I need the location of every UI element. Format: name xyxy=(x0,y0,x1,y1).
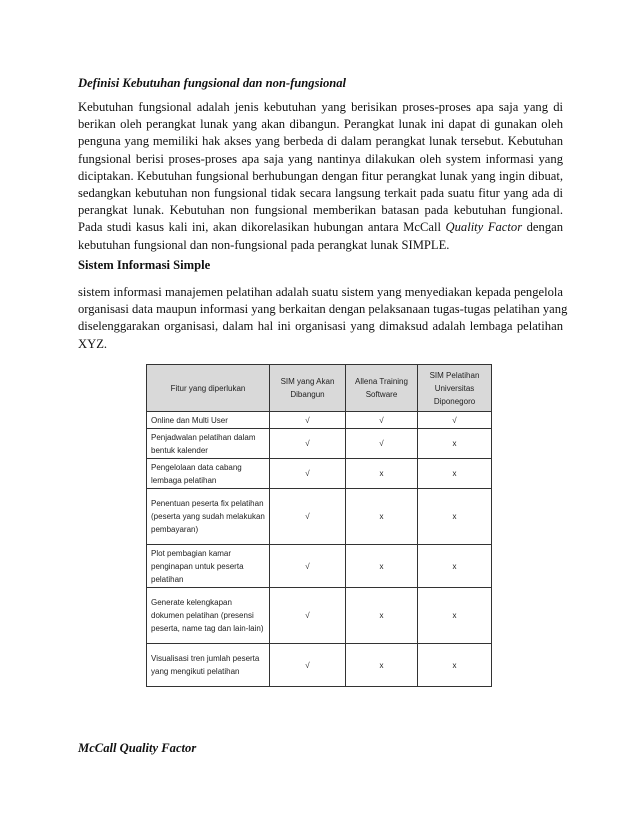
paragraph-line: fungsional berisi proses-proses apa saja yang nantinya dilakukan oleh system informasi yang xyxy=(78,151,563,166)
header-cell: SIM yang Akan Dibangun xyxy=(270,365,346,412)
paragraph-line: sedangkan kebutuhan non fungsional tidak secara langsung terkait pada suatu fitur yang ada di xyxy=(78,186,563,201)
feature-cell: Generate kelengkapan dokumen pelatihan (presensi peserta, name tag dan lain-lain) xyxy=(147,588,270,644)
value-cell: x xyxy=(346,489,418,545)
value-cell: √ xyxy=(270,489,346,545)
paragraph-line: diselenggarakan organisasi, dalam hal ini organisasi yang dimaksud adalah lembaga pelatihan xyxy=(78,319,563,334)
value-cell: √ xyxy=(270,412,346,429)
table-header-row xyxy=(147,365,492,412)
header-cell: SIM Pelatihan Universitas Diponegoro xyxy=(418,365,492,412)
paragraph-definisi xyxy=(78,99,563,254)
paragraph-line: organisasi data maupun informasi yang berkaitan dengan pelaksanaan tugas-tugas pelatihan yang xyxy=(78,302,568,317)
feature-comparison-table xyxy=(146,364,492,687)
feature-cell: Penentuan peserta fix pelatihan (peserta yang sudah melakukan pembayaran) xyxy=(147,489,270,545)
paragraph-line: diciptakan. Kebutuhan fungsional berhubungan dengan fitur perangkat lunak yang ingin dibuat, xyxy=(78,168,563,183)
table-row xyxy=(147,489,492,545)
table-row xyxy=(147,545,492,588)
section-heading-mccall: McCall Quality Factor xyxy=(78,741,197,755)
table-row xyxy=(147,459,492,489)
table-row xyxy=(147,588,492,644)
value-cell: √ xyxy=(270,644,346,687)
header-cell: Allena Training Software xyxy=(346,365,418,412)
value-cell: x xyxy=(346,644,418,687)
value-cell: x xyxy=(346,588,418,644)
value-cell: x xyxy=(418,644,492,687)
table-row xyxy=(147,429,492,459)
value-cell: √ xyxy=(270,545,346,588)
value-cell: x xyxy=(418,545,492,588)
feature-cell: Online dan Multi User xyxy=(147,412,270,429)
feature-cell: Plot pembagian kamar penginapan untuk peserta pelatihan xyxy=(147,545,270,588)
paragraph-line: berikan oleh perangkat lunak yang akan dibangun. Perangkat lunak ini dapat di gunakan oleh xyxy=(78,117,563,132)
paragraph-line: perangkat lunak. Kebutuhan non fungsional memberikan batasan pada kebutuhan fungional. xyxy=(78,203,563,218)
value-cell: x xyxy=(346,459,418,489)
section-heading-definisi: Definisi Kebutuhan fungsional dan non-fungsional xyxy=(78,76,347,90)
value-cell: x xyxy=(418,429,492,459)
text-run: Pada studi kasus kali ini, akan dikorelasikan hubungan antara McCall xyxy=(78,220,446,235)
paragraph-line: sistem informasi manajemen pelatihan adalah suatu sistem yang menyediakan kepada pengelola xyxy=(78,285,563,299)
table-row xyxy=(147,644,492,687)
value-cell: x xyxy=(418,459,492,489)
value-cell: x xyxy=(418,588,492,644)
value-cell: √ xyxy=(346,429,418,459)
header-cell: Fitur yang diperlukan xyxy=(147,365,270,412)
value-cell: √ xyxy=(270,429,346,459)
paragraph-line-mccall xyxy=(78,219,563,236)
paragraph-line: kebutuhan fungsional dan non-fungsional pada perangkat lunak SIMPLE. xyxy=(78,237,450,252)
paragraph-line: XYZ. xyxy=(78,336,108,351)
feature-cell: Penjadwalan pelatihan dalam bentuk kalender xyxy=(147,429,270,459)
value-cell: √ xyxy=(270,459,346,489)
value-cell: √ xyxy=(418,412,492,429)
section-heading-sistem-informasi: Sistem Informasi Simple xyxy=(78,258,211,272)
value-cell: x xyxy=(418,489,492,545)
feature-cell: Visualisasi tren jumlah peserta yang mengikuti pelatihan xyxy=(147,644,270,687)
paragraph-line: Kebutuhan fungsional adalah jenis kebutuhan yang berisikan proses-proses apa saja yang di xyxy=(78,100,563,114)
value-cell: √ xyxy=(270,588,346,644)
value-cell: x xyxy=(346,545,418,588)
italic-term: Quality Factor xyxy=(445,220,523,235)
text-run: dengan xyxy=(522,220,563,235)
feature-cell: Pengelolaan data cabang lembaga pelatihan xyxy=(147,459,270,489)
table-row xyxy=(147,412,492,429)
paragraph-sistem-informasi xyxy=(78,284,568,353)
value-cell: √ xyxy=(346,412,418,429)
paragraph-line: penguna yang memiliki hak akses yang berbeda di dalam perangkat lunak tersebut. Kebutuhan xyxy=(78,134,563,149)
